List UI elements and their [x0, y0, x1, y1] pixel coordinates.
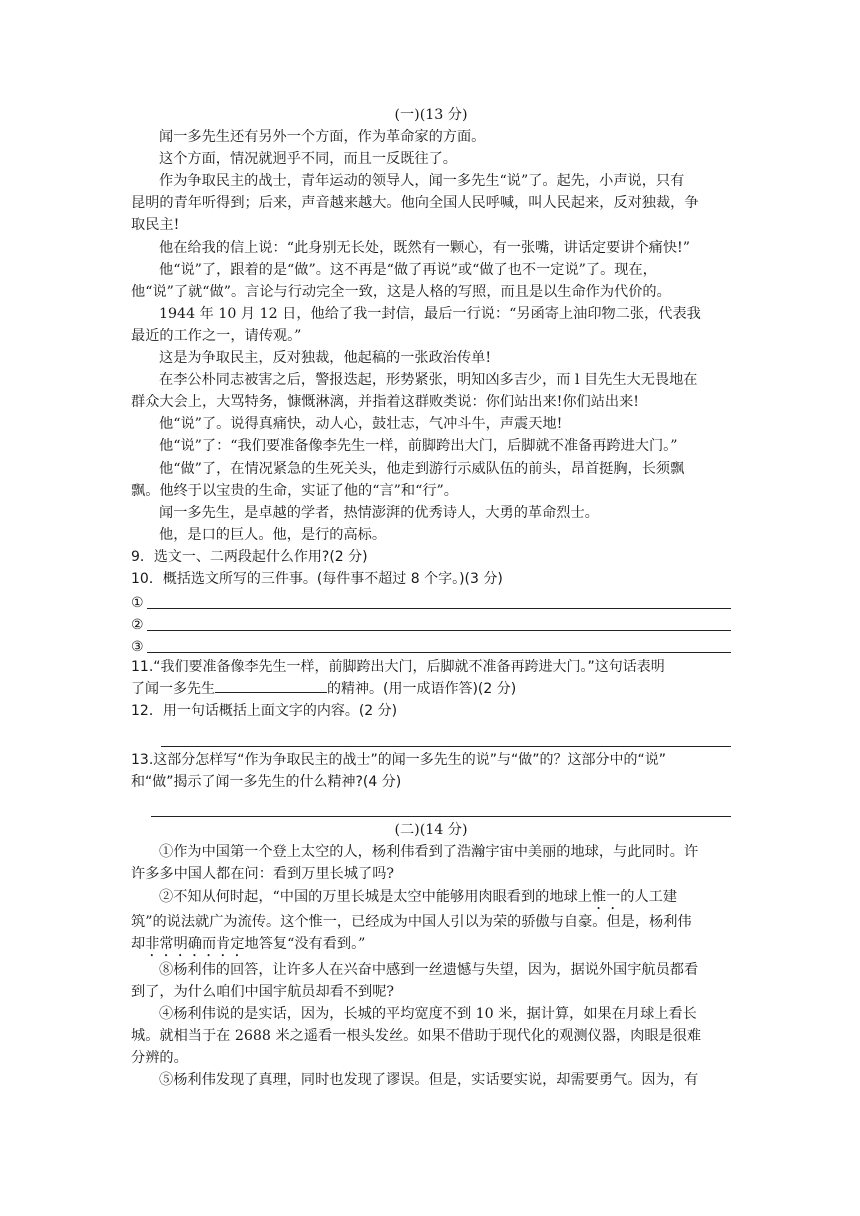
paragraph: ⑧杨利伟的回答，让许多人在兴奋中感到一丝遗憾与失望，因为，据说外国宇航员都看 — [159, 961, 699, 978]
answer-line-12[interactable] — [161, 722, 731, 747]
answer-row-2 — [131, 612, 731, 634]
paragraph: 他“说”了。说得真痛快，动人心，鼓壮志，气冲斗牛，声震天地! — [159, 416, 563, 433]
paragraph-cont: 飘。他终于以宝贵的生命，实证了他的“言”和“行”。 — [131, 482, 458, 499]
question-11-suffix: 的精神。(用一成语作答)(2 分) — [327, 681, 517, 698]
question-13: 13.这部分怎样写“作为争取民主的战士”的闻一多先生的说”与“做”的？这部分中的“说” — [131, 752, 667, 769]
paragraph-cont: 许多多中国人都在问：看到万里长城了吗? — [131, 865, 394, 882]
paragraph: 他“做”了，在情况紧急的生死关头，他走到游行示威队伍的前头，昂首挺胸，长须飘 — [159, 460, 685, 477]
text-segment: 的人工建 — [620, 888, 678, 905]
paragraph: 闻一多先生，是卓越的学者，热情澎湃的优秀诗人，大勇的革命烈士。 — [159, 504, 599, 521]
paragraph: ①作为中国第一个登上太空的人，杨利伟看到了浩瀚宇宙中美丽的地球，与此同时。许 — [159, 843, 699, 860]
emphasized-text: 非常明确而肯定 — [145, 935, 245, 952]
answer-row-1 — [131, 590, 731, 612]
paragraph: 这个方面，情况就迥乎不同，而且一反既往了。 — [159, 151, 457, 168]
paragraph: 闻一多先生还有另外一个方面，作为革命家的方面。 — [159, 129, 486, 146]
text-segment: 地答复“没有看到。” — [244, 935, 366, 952]
text-segment: ②不知从何时起，“中国的万里长城是太空中能够用肉眼看到的地球上 — [159, 888, 592, 905]
paragraph: 他“说”了，跟着的是“做”。这不再是“做了再说”或“做了也不一定说”了。现在， — [159, 261, 657, 278]
question-11-cont — [131, 678, 731, 700]
paragraph-cont: 取民主! — [131, 217, 180, 234]
paragraph-cont: 昆明的青年听得到；后来，声音越来越大。他向全国人民呼喊，叫人民起来，反对独裁，争 — [131, 195, 699, 212]
paragraph: ④杨利伟说的是实话，因为，长城的平均宽度不到 10 米，据计算，如果在月球上看长 — [159, 1006, 697, 1023]
answer-blank[interactable] — [147, 637, 731, 653]
paragraph: 1944 年 10 月 12 日，他给了我一封信，最后一行说：“另函寄上油印物二张，代表我 — [159, 305, 701, 322]
answer-line-13[interactable] — [151, 794, 731, 817]
question-11: 11.“我们要准备像李先生一样，前脚跨出大门，后脚就不准备再跨进大门。”这句话表明 — [131, 659, 665, 676]
paragraph: 在李公朴同志被害之后，警报迭起，形势紧张，明知凶多吉少，而 l 目先生大无畏地在 — [159, 372, 698, 389]
paragraph-cont: 最近的工作之一，请传观。” — [131, 327, 302, 344]
section-2-title: (二)(14 分) — [394, 821, 468, 838]
question-10: 10．概括选文所写的三件事。(每件事不超过 8 个字。)(3 分) — [131, 570, 503, 587]
paragraph: ⑤杨利伟发现了真理，同时也发现了谬误。但是，实话要实说，却需要勇气。因为，有 — [159, 1072, 699, 1089]
paragraph: 他在给我的信上说：“此身别无长处，既然有一颗心，有一张嘴，讲话定要讲个痛快!” — [159, 239, 690, 256]
paragraph-cont: 分辨的。 — [131, 1050, 188, 1067]
paragraph: 这是为争取民主，反对独裁，他起稿的一张政治传单! — [159, 350, 492, 367]
paragraph-cont: 城。就相当于在 2688 米之遥看一根头发丝。如果不借助于现代化的观测仪器，肉眼是很难 — [131, 1028, 702, 1045]
emphasized-text: 惟一 — [591, 888, 621, 905]
answer-blank[interactable] — [147, 593, 731, 609]
paragraph-cont — [131, 933, 731, 959]
paragraph: 他“说”了：“我们要准备像李先生一样，前脚跨出大门，后脚就不准备再跨进大门。” — [159, 438, 678, 455]
paragraph: 作为争取民主的战士，青年运动的领导人，闻一多先生“说”了。起先，小声说，只有 — [159, 173, 685, 190]
answer-row-3 — [131, 634, 731, 656]
question-13-cont: 和“做”揭示了闻一多先生的什么精神?(4 分) — [131, 774, 402, 791]
answer-number: ① — [131, 595, 144, 612]
paragraph — [131, 885, 731, 911]
paragraph: 他，是口的巨人。他，是行的高标。 — [159, 526, 387, 543]
answer-blank[interactable] — [147, 615, 731, 631]
question-9: 9．选文一、二两段起什么作用?(2 分) — [131, 548, 368, 565]
answer-number: ③ — [131, 639, 144, 656]
section-1-title: (一)(13 分) — [394, 107, 468, 123]
paragraph-cont: 筑”的说法就广为流传。这个惟一，已经成为中国人引以为荣的骄傲与自豪。但是，杨利伟 — [131, 913, 692, 930]
text-segment: 却 — [131, 935, 146, 952]
fill-in-blank[interactable] — [215, 678, 327, 693]
paragraph-cont: 到了，为什么咱们中国宇航员却看不到呢? — [131, 984, 394, 1000]
question-11-prefix: 了闻一多先生 — [131, 681, 215, 698]
reading-content — [131, 104, 731, 1091]
question-12: 12．用一句话概括上面文字的内容。(2 分) — [131, 703, 398, 720]
paragraph-cont: 他“说”了就“做”。言论与行动完全一致，这是人格的写照，而且是以生命作为代价的。 — [131, 283, 671, 300]
paragraph-cont: 群众大会上，大骂特务，慷慨淋漓，并指着这群败类说：你们站出来!你们站出来! — [131, 394, 639, 411]
answer-number: ② — [131, 617, 144, 634]
